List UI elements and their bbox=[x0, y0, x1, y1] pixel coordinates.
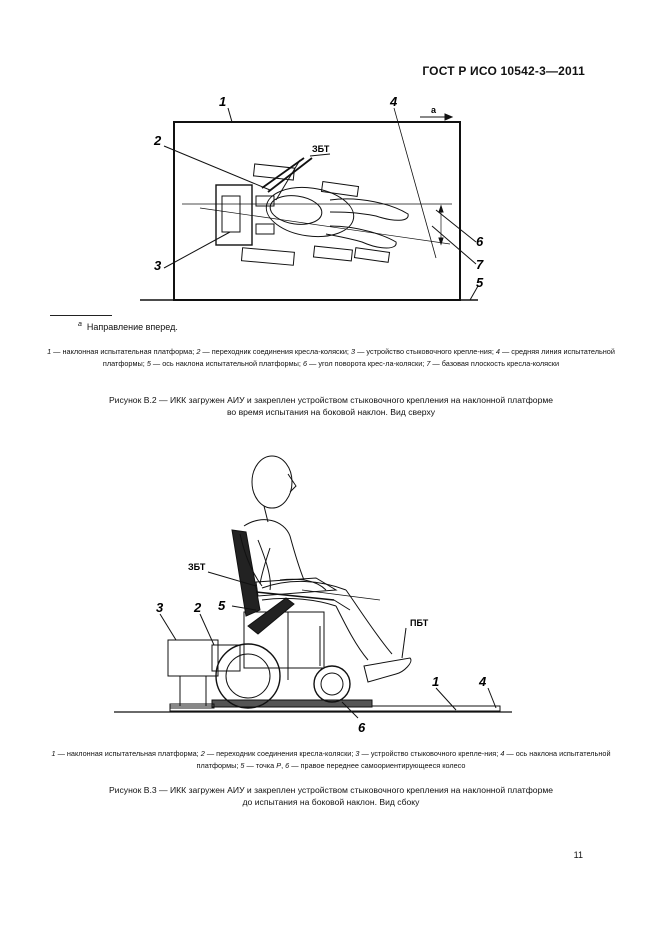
page-number: 11 bbox=[573, 850, 583, 860]
footnote-rule bbox=[50, 315, 112, 316]
figure-b2-caption: Рисунок В.2 — ИКК загружен АИУ и закреплен устройством стыковочного крепления на наклонной платформе во время испытания на боковой наклон. Вид сверху bbox=[108, 395, 554, 417]
figure-b3-caption: Рисунок В.3 — ИКК загружен АИУ и закреплен устройством стыковочного крепления на наклонной платформе до испытания на боковой наклон. Вид сбоку bbox=[108, 785, 554, 807]
footnote: $^a$ Направление вперед. bbox=[78, 321, 178, 332]
callout-6: 6 bbox=[476, 234, 484, 249]
callout-4: 4 bbox=[390, 94, 398, 109]
callout-1: 1 bbox=[219, 94, 227, 109]
side-callout-4: 4 bbox=[479, 674, 487, 689]
side-callout-3: 3 bbox=[156, 600, 164, 615]
figure-b2-legend: 1 — наклонная испытательная платформа; 2 — переходник соединения кресла-коляски; 3 — устройство стыковочного крепле-ния; 4 — средняя линия испытательной платформы; 5 — ось наклона испытательной платформы; 6 — угол поворота крес-ла-коляски; 7 — базовая плоскость кресла-коляски bbox=[47, 347, 615, 368]
direction-arrow-label: a bbox=[431, 105, 437, 115]
pbt-label: ПБТ bbox=[410, 618, 429, 628]
callout-7: 7 bbox=[476, 257, 484, 272]
figure-b2-drawing bbox=[0, 0, 661, 310]
callout-3: 3 bbox=[154, 258, 162, 273]
side-callout-5: 5 bbox=[218, 598, 226, 613]
callout-5: 5 bbox=[476, 275, 484, 290]
zbt-side-label: ЗБТ bbox=[188, 562, 206, 572]
zbt-label: ЗБТ bbox=[312, 144, 330, 154]
side-callout-6: 6 bbox=[358, 720, 366, 735]
side-callout-1: 1 bbox=[432, 674, 440, 689]
side-callout-2: 2 bbox=[194, 600, 202, 615]
document-code: ГОСТ Р ИСО 10542-3—2011 bbox=[422, 64, 585, 78]
docking-device-side bbox=[168, 640, 218, 676]
callout-2: 2 bbox=[154, 133, 162, 148]
figure-b3-drawing bbox=[0, 440, 661, 740]
figure-b3-legend: 1 — наклонная испытательная платформа; 2 — переходник соединения кресла-коляски; 3 — устройство стыковочного крепле-ния; 4 — ось наклона испытательной платформы; 5 — точка P, 6 — правое переднее самоориентирующееся колесо bbox=[51, 749, 611, 770]
